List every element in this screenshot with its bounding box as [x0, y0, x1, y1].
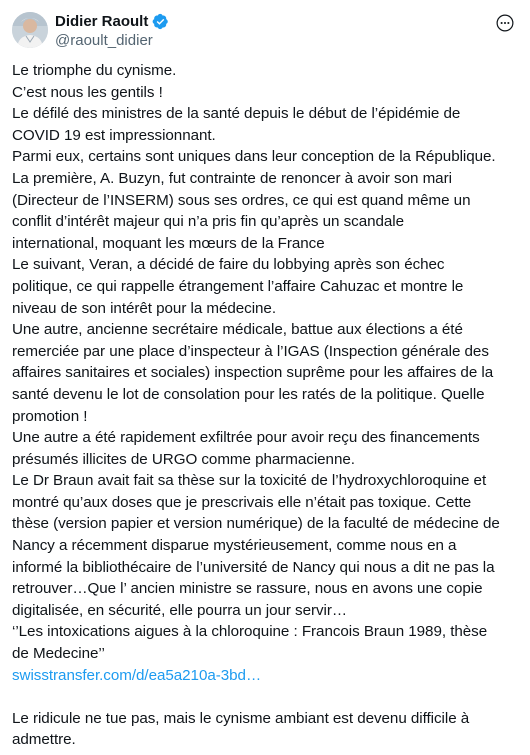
tweet-line: santé devenu le lot de consolation pour les ratés de la politique. Quelle: [12, 385, 485, 403]
tweet-line: informé la bibliothécaire de l’université de Nancy qui nous a dit ne pas la: [12, 558, 495, 576]
tweet-line: C’est nous les gentils !: [12, 83, 163, 101]
tweet-line: Le ridicule ne tue pas, mais le cynisme ambiant est devenu difficile à: [12, 709, 470, 727]
tweet-line: ‘’Les intoxications aigues à la chloroquine : Francois Braun 1989, thèse: [12, 623, 488, 641]
tweet-line: de Medecine’’: [12, 645, 105, 663]
tweet-line: Le défilé des ministres de la santé depuis le début de l’épidémie de: [12, 105, 461, 123]
display-name[interactable]: Didier Raoult: [55, 12, 149, 30]
tweet-line: Une autre, ancienne secrétaire médicale, battue aux élections a été: [12, 321, 463, 339]
tweet-line: Le suivant, Veran, a décidé de faire du lobbying après son échec: [12, 256, 445, 274]
tweet-line: montré qu’aux doses que je prescrivais elle n’était pas toxique. Cette: [12, 493, 472, 511]
verified-badge-icon: [152, 13, 169, 30]
tweet-line: conflit d’intérêt majeur qui n’a pris fin qu’après un scandale: [12, 213, 404, 231]
tweet-line: digitalisée, en sécurité, elle pourra un jour servir…: [12, 601, 348, 619]
tweet-line: retrouver…Que l’ ancien ministre se rassure, nous en avons une copie: [12, 580, 483, 598]
tweet-line: (Directeur de l’INSERM) sous ses ordres, ce qui est quand même un: [12, 191, 471, 209]
tweet-line: Le Dr Braun avait fait sa thèse sur la toxicité de l’hydroxychloroquine et: [12, 472, 487, 490]
tweet-line: niveau de son intérêt pour la médecine.: [12, 299, 277, 317]
tweet-text: [12, 60, 522, 751]
tweet-line: Le triomphe du cynisme.: [12, 62, 177, 79]
tweet-line: Parmi eux, certains sont uniques dans leur conception de la République.: [12, 148, 496, 166]
tweet-line: affaires sanitaires et sociales) inspection suprême pour les affaires de la: [12, 364, 494, 382]
tweet-line: Une autre a été rapidement exfiltrée pour avoir reçu des financements: [12, 429, 480, 447]
tweet-line: remerciée par une place d’inspecteur à l’IGAS (Inspection générale des: [12, 342, 489, 360]
tweet-line: Nancy a récemment disparue mystérieusement, comme nous en a: [12, 537, 457, 555]
tweet-line: présumés illicites de URGO comme pharmacienne.: [12, 450, 355, 468]
more-options-icon[interactable]: [496, 14, 514, 32]
tweet-header: [12, 10, 518, 50]
tweet-line: promotion !: [12, 407, 88, 425]
tweet-line: politique, ce qui rappelle étrangement l’affaire Cahuzac et montre le: [12, 277, 464, 295]
avatar-image: [12, 12, 48, 48]
handle[interactable]: @raoult_didier: [55, 32, 153, 49]
tweet-line: thèse (version papier et version numérique) de la faculté de médecine de: [12, 515, 500, 533]
author-names: [55, 11, 169, 49]
tweet-line: admettre.: [12, 731, 76, 749]
paragraph-spacer: [12, 686, 522, 708]
tweet-line: COVID 19 est impressionnant.: [12, 126, 216, 144]
avatar[interactable]: [12, 12, 48, 48]
name-row: [55, 11, 169, 31]
external-link[interactable]: swisstransfer.com/d/ea5a210a-3bd…: [12, 666, 262, 684]
tweet-line: La première, A. Buzyn, fut contrainte de renoncer à avoir son mari: [12, 169, 452, 187]
tweet-line: international, moquant les mœurs de la France: [12, 234, 325, 252]
